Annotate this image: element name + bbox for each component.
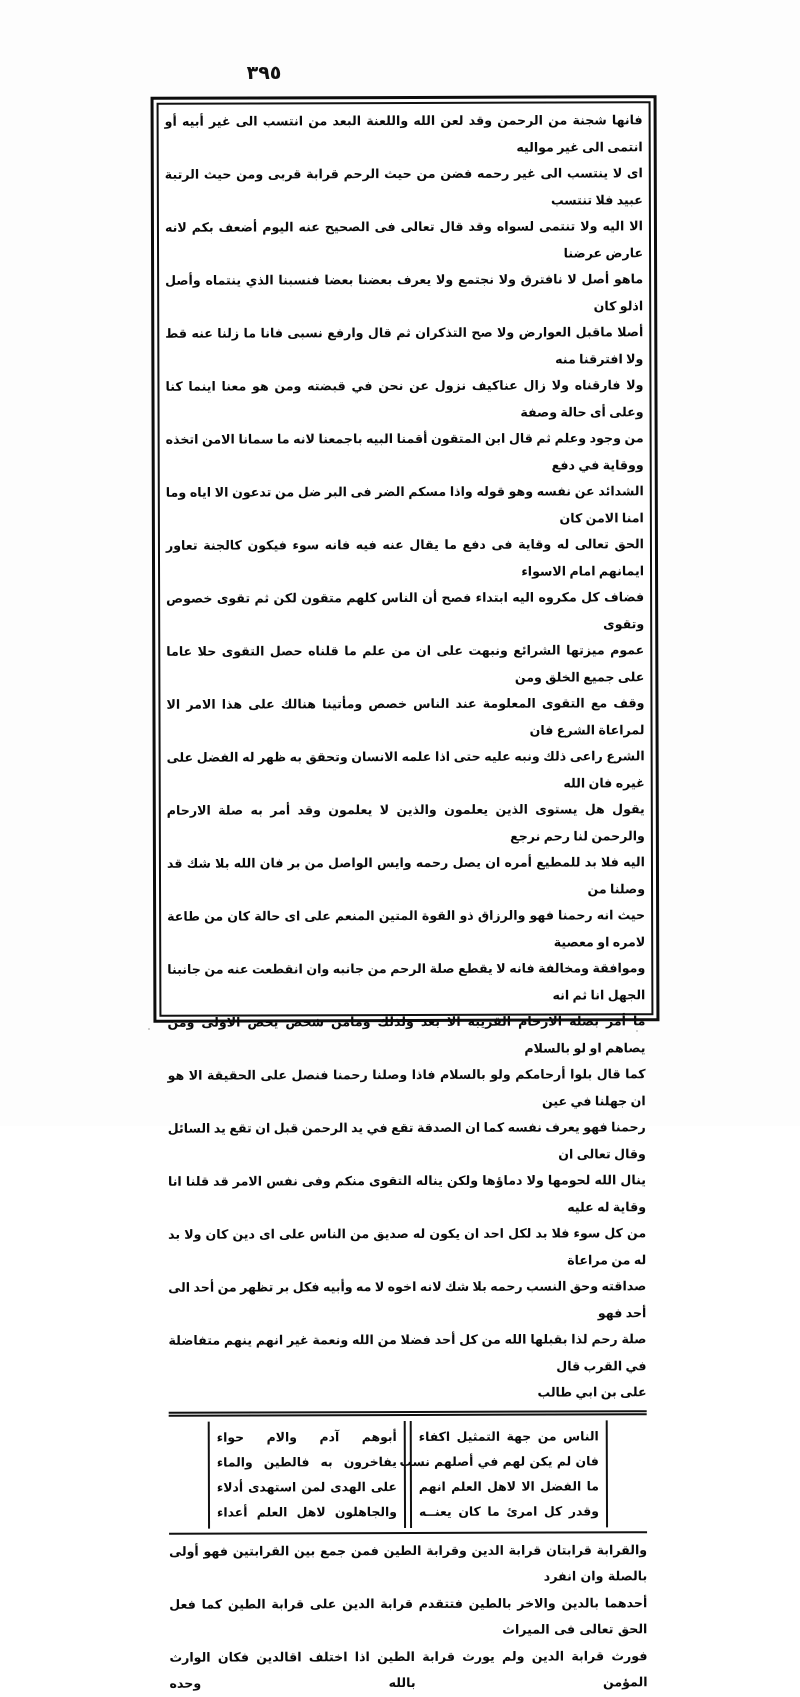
body-line: اى لا ينتسب الى غير رحمه فضن من حيث الرحم قرابة قربى ومن حيث الرتبة عبيد فلا تنتسب [164, 165, 643, 208]
closing-line: فورث قرابة الدين ولم يورث قرابة الطين اذا اختلف اقالدين فكان الوارث المؤمن بالله وحده [169, 1647, 648, 1691]
body-line: وموافقة ومخالفة فانه لا يقطع صلة الرحم من جانبه وان انقطعت عنه من جانبنا الجهل انا ثم انه [167, 960, 646, 1003]
body-line-attribution: على بن ابي طالب [537, 1384, 647, 1400]
body-text-block [165, 107, 647, 1407]
poem-hemistich: فان لم يكن لهم في أصلهم نسب [399, 1452, 599, 1469]
body-line: الحق تعالى له وقاية فى دفع ما يقال عنه فيه فانه سوء فيكون كالجنة تعاور ايمانهم امام الاسواء [165, 536, 645, 579]
body-line: صلة رحم لذا بقبلها الله من كل أحد فضلا من الله ونعمة غير انهم ينهم متفاضلة في القرب قال [168, 1331, 647, 1374]
body-line: ولا فارقناه ولا زال عناكيف نزول عن نحن في قبضته ومن هو معنا اينما كنا وعلى أى حالة وصفة [165, 377, 644, 420]
poem-column-first-hemistich [399, 1420, 608, 1528]
body-line: فضاف كل مكروه اليه ابتداء فصح أن الناس كلهم متقون لكن ثم تقوى خصوص وتقوى [166, 589, 645, 631]
body-line: من كل سوء فلا بد لكل احد ان يكون له صديق من الناس على اى دين كان ولا بد له من مراعاة [168, 1225, 647, 1267]
body-line: عموم ميزتها الشرائع ونبهت على ان من علم ما قلناه حصل التقوى حلا عاما على جميع الخلق ومن [166, 642, 645, 685]
poem-hemistich: وقدر كل امرئ ما كان يعنــه [418, 1502, 600, 1519]
poem-hemistich: على الهدى لمن استهدى أدلاء [216, 1478, 397, 1495]
scan-speck [636, 1030, 638, 1032]
body-line: ينال الله لحومها ولا دماؤها ولكن يناله التقوى منكم وفى نفس الامر قد قلنا انا وقاية له عليه [167, 1172, 647, 1214]
body-line: الشدائد عن نفسه وهو قوله واذا مسكم الضر فى البر ضل من تدعون الا اياه وما امنا الامن كان [165, 483, 644, 526]
closing-line: والقرابة قرابتان قرابة الدين وقرابة الطين فمن جمع بين القرابتين فهو أولى بالصلة وان انفرد [169, 1541, 648, 1584]
folio-number-value: ٣٩٥ [246, 62, 282, 84]
body-line: ماهو أصل لا نافترق ولا نجتمع ولا يعرف بعضنا بعضا فنسبنا الذي ينتماه وأصل اذلو كان [165, 271, 644, 313]
body-line: ما أمر بصلة الارحام القريبة الا بعد ولذلك ومامن شخص يخص الاولى ومن يصاهم او لو بالسلام [167, 1013, 646, 1056]
closing-line: أحدهما بالدين والاخر بالطين فتتقدم قرابة الدين على قرابة الطين كما فعل الحق تعالى فى الميراث [169, 1594, 648, 1637]
closing-text-block [169, 1531, 648, 1697]
body-line: رحمنا فهو يعرف نفسه كما ان الصدقة تقع في يد الرحمن قبل ان تقع يد السائل وقال تعالى ان [167, 1119, 646, 1162]
poem-hemistich: الناس من جهة التمثيل اكفاء [418, 1427, 599, 1444]
body-line: أصلا ماقبل العوارض ولا صح التذكران ثم قال وارفع نسبى فانا ما زلنا عنه قط ولا افترقنا منه [165, 324, 644, 367]
body-line: كما قال بلوا أرحامكم ولو بالسلام فاذا وصلنا رحمنا فنصل على الحقيقة الا هو ان جهلنا في عين [167, 1066, 646, 1109]
body-line: فانها شجنة من الرحمن وقد لعن الله واللعنة البعد من انتسب الى غير أبيه أو انتمى الى غير مواليه [164, 112, 643, 155]
body-line: يقول هل يستوى الذين يعلمون والذين لا يعلمون وقد أمر به صلة الارحام والرحمن لنا رحم نرجع [166, 801, 645, 844]
page-frame [151, 95, 660, 1691]
poem-column-second-hemistich [208, 1421, 406, 1529]
body-line: من وجود وعلم ثم قال ابن المتقون أقمنا البيه باجمعنا لانه ما سمانا الامن اتخذه ووقاية في دفع [165, 430, 644, 473]
page-content [164, 107, 648, 1691]
poem-bottom-divider [169, 1531, 647, 1535]
body-line: اليه فلا بد للمطيع أمره ان يصل رحمه وايس الواصل من بر فان الله بلا شك قد وصلنا من [166, 854, 646, 896]
body-line: الا اليه ولا تنتمى لسواه وقد قال تعالى فى الصحيح عنه اليوم أضعف بكم لانه عارض عرضنا [164, 218, 644, 261]
folio-number [0, 62, 800, 84]
poem-table [169, 1420, 647, 1529]
poem-hemistich: ما الفضل الا لاهل العلم انهم [418, 1477, 599, 1494]
poem-top-divider [169, 1410, 647, 1417]
poem-hemistich: والجاهلون لاهل العلم أعداء [216, 1503, 398, 1520]
scan-speck [148, 1028, 150, 1030]
body-line: حيث انه رحمنا فهو والرزاق ذو القوة المتين المنعم على اى حالة كان من طاعة لامره او معصية [167, 907, 646, 950]
poem-hemistich: أبوهم آدم والام حواء [216, 1428, 397, 1445]
body-line: صداقته وحق النسب رحمه بلا شك لانه اخوه لا مه وأبيه فكل بر تظهر من أحد الى أحد فهو [168, 1278, 647, 1320]
body-line: الشرع راعى ذلك ونبه عليه حتى اذا علمه الانسان وتحقق به ظهر له الفضل على غيره فان الله [166, 748, 645, 791]
body-line: وقف مع التقوى المعلومة عند الناس خصص ومأتينا هنالك على هذا الامر الا لمراعاة الشرع فان [166, 695, 645, 738]
poem-hemistich: يفاخرون به فالطين والماء [216, 1453, 397, 1470]
